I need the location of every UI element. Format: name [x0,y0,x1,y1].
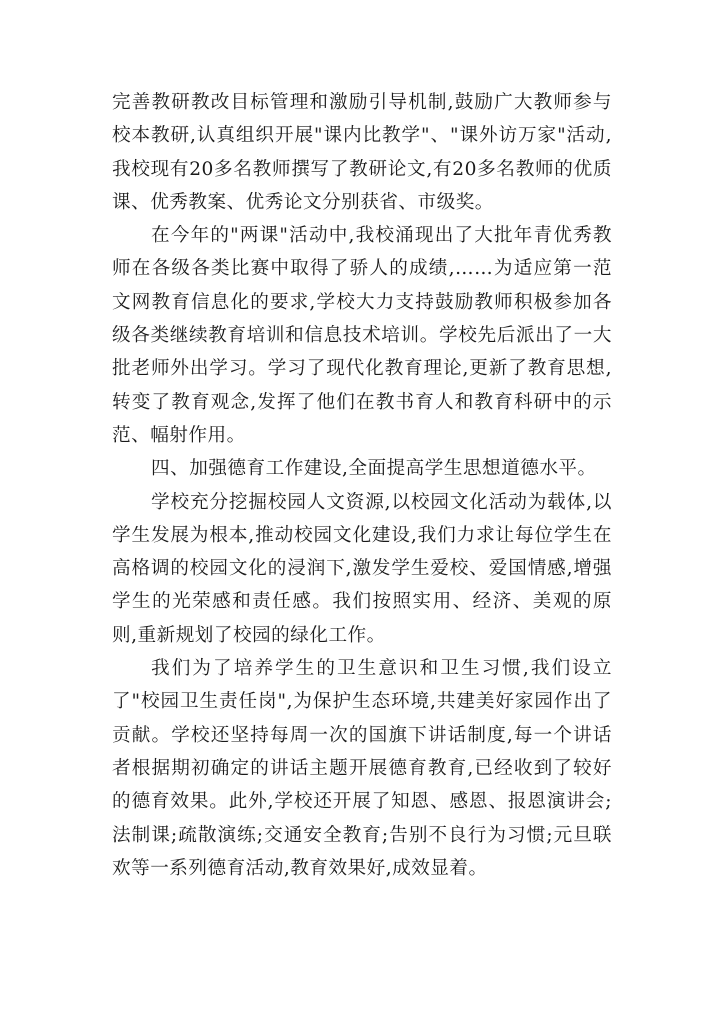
document-body [112,86,612,885]
paragraph-two-courses: 在今年的"两课"活动中,我校涌现出了大批年青优秀教师在各级各类比赛中取得了骄人的成绩,……为适应第一范文网教育信息化的要求,学校大力支持鼓励教师积极参加各级各类继续教育培训和信息技术培训。学校先后派出了一大批老师外出学习。学习了现代化教育理论,更新了教育思想,转变了教育观念,发挥了他们在教书育人和教育科研中的示范、幅射作用。 [112,225,612,446]
paragraph-campus-culture: 学校充分挖掘校园人文资源,以校园文化活动为载体,以学生发展为根本,推动校园文化建设,我们力求让每位学生在高格调的校园文化的浸润下,激发学生爱校、爱国情感,增强学生的光荣感和责任感。我们按照实用、经济、美观的原则,重新规划了校园的绿化工作。 [112,491,612,646]
paragraph-hygiene: 我们为了培养学生的卫生意识和卫生习惯,我们设立了"校园卫生责任岗",为保护生态环境,共建美好家园作出了贡献。学校还坚持每周一次的国旗下讲话制度,每一个讲话者根据期初确定的讲话主题开展德育教育,已经收到了较好的德育效果。此外,学校还开展了知恩、感恩、报恩演讲会;法制课;疏散演练;交通安全教育;告别不良行为习惯;元旦联欢等一系列德育活动,教育效果好,成效显着。 [112,658,612,879]
section-heading-moral-education: 四、加强德育工作建设,全面提高学生思想道德水平。 [151,458,597,480]
paragraph-continuation: 完善教研教改目标管理和激励引导机制,鼓励广大教师参与校本教研,认真组织开展"课内比教学"、"课外访万家"活动,我校现有20多名教师撰写了教研论文,有20多名教师的优质课、优秀教案、优秀论文分别获省、市级奖。 [112,92,612,213]
